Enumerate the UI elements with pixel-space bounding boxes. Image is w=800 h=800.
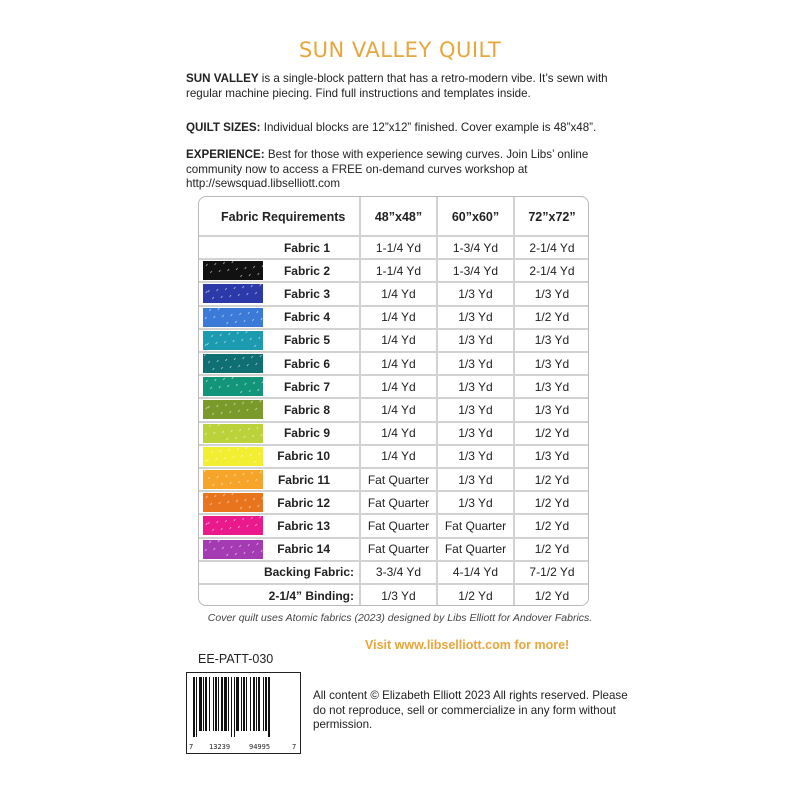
row-divider — [199, 374, 589, 376]
fabric-swatch — [203, 261, 263, 280]
yardage-cell: Fat Quarter — [444, 518, 507, 533]
row-divider — [199, 467, 589, 469]
yardage-cell: 1/3 Yd — [458, 310, 493, 325]
barcode-bar — [246, 677, 247, 731]
barcode-bar — [241, 677, 242, 731]
yardage-cell: 1/4 Yd — [381, 402, 416, 417]
yardage-cell: 1/2 Yd — [534, 310, 570, 325]
fabric-cell — [199, 375, 360, 398]
fabric-name: Fabric 3 — [283, 286, 330, 301]
fabric-name: Fabric 1 — [283, 240, 330, 255]
yardage-cell: 7-1/2 Yd — [529, 565, 575, 580]
yardage-cell: 1/3 Yd — [458, 286, 493, 301]
yardage-cell: 3-3/4 Yd — [375, 565, 422, 580]
yardage-cell: 1/2 Yd — [534, 518, 570, 533]
fabric-requirements-table — [198, 196, 589, 606]
barcode-bar — [215, 677, 217, 731]
table-row — [199, 306, 589, 329]
experience-paragraph — [186, 148, 626, 192]
table-row — [199, 422, 589, 445]
table-row — [199, 329, 589, 352]
row-divider — [199, 490, 589, 492]
fabric-swatch — [203, 331, 263, 350]
fabric-cell — [199, 422, 360, 445]
fabric-cell — [199, 514, 360, 537]
yardage-cell: 1/3 Yd — [458, 495, 493, 510]
fabric-name: Fabric 2 — [283, 263, 330, 278]
fabric-name: Fabric 7 — [283, 379, 330, 394]
page-title: SUN VALLEY QUILT — [298, 38, 502, 62]
yardage-cell: 1/3 Yd — [534, 379, 570, 394]
barcode — [186, 672, 301, 754]
fabric-swatch — [203, 308, 263, 327]
experience-bold: EXPERIENCE: — [186, 148, 265, 161]
yardage-cell: 1-3/4 Yd — [452, 240, 499, 255]
fabric-swatch — [203, 516, 263, 535]
yardage-cell: 1/2 Yd — [534, 542, 570, 557]
barcode-bar — [256, 677, 257, 731]
barcode-bar — [250, 677, 251, 731]
yardage-cell: 1/3 Yd — [458, 449, 493, 464]
barcode-bar — [253, 677, 255, 731]
yardage-cell: 1-3/4 Yd — [452, 263, 499, 278]
yardage-cell: 1/4 Yd — [381, 286, 416, 301]
fabric-name: Fabric 9 — [283, 426, 330, 441]
yardage-cell: 1-1/4 Yd — [375, 240, 422, 255]
barcode-bar — [231, 677, 232, 737]
row-divider — [199, 537, 589, 539]
cover-caption: Cover quilt uses Atomic fabrics (2023) designed by Libs Elliott for Andover Fabrics. — [207, 612, 593, 624]
barcode-bar — [268, 677, 270, 737]
yardage-cell: 1/3 Yd — [458, 402, 493, 417]
barcode-bar — [218, 677, 219, 731]
fabric-swatch — [203, 470, 263, 489]
fabric-swatch — [203, 354, 263, 373]
yardage-cell: 1/3 Yd — [534, 449, 570, 464]
sizes-paragraph — [186, 121, 626, 136]
fabric-cell — [199, 491, 360, 514]
yardage-cell: 1/4 Yd — [381, 333, 416, 348]
barcode-bar — [221, 677, 223, 731]
barcode-bar — [263, 677, 264, 731]
intro-bold: SUN VALLEY — [186, 72, 259, 85]
row-divider — [199, 351, 589, 353]
yardage-cell: Fat Quarter — [444, 542, 507, 557]
header-size-3: 72”x72” — [528, 209, 576, 224]
yardage-cell: 4-1/4 Yd — [452, 565, 499, 580]
fabric-swatch — [203, 424, 263, 443]
table-row — [199, 352, 589, 375]
barcode-bar — [209, 677, 210, 731]
fabric-cell — [199, 259, 360, 282]
summary-row — [199, 561, 589, 584]
barcode-bar — [258, 677, 260, 731]
fabric-cell — [199, 445, 360, 468]
yardage-cell: 1/4 Yd — [381, 426, 416, 441]
yardage-cell: 1/2 Yd — [534, 426, 570, 441]
fabric-name: Fabric 4 — [283, 310, 330, 325]
fabric-name: Fabric 11 — [277, 472, 330, 487]
table-row — [199, 236, 589, 259]
fabric-cell — [199, 329, 360, 352]
summary-row — [199, 584, 589, 606]
table-row — [199, 398, 589, 421]
fabric-name: Fabric 10 — [277, 449, 330, 464]
row-divider — [199, 281, 589, 283]
yardage-cell: 1/3 Yd — [534, 333, 570, 348]
row-divider — [199, 560, 589, 562]
yardage-cell: 1/3 Yd — [534, 402, 570, 417]
table-row — [199, 538, 589, 561]
summary-label: 2-1/4” Binding: — [268, 588, 354, 603]
row-divider — [199, 397, 589, 399]
barcode-bar — [243, 677, 245, 731]
header-size-2: 60”x60” — [451, 209, 500, 224]
row-divider — [199, 444, 589, 446]
barcode-bar — [193, 677, 195, 737]
yardage-cell: 1/3 Yd — [458, 379, 493, 394]
fabric-name: Fabric 14 — [277, 542, 330, 557]
fabric-cell — [199, 306, 360, 329]
table-row — [199, 375, 589, 398]
visit-website-link[interactable]: Visit www.libselliott.com for more! — [365, 638, 570, 652]
yardage-cell: 2-1/4 Yd — [529, 263, 575, 278]
barcode-bar — [228, 677, 229, 731]
yardage-cell: 1-1/4 Yd — [375, 263, 422, 278]
fabric-swatch — [203, 540, 263, 559]
yardage-cell: Fat Quarter — [367, 518, 430, 533]
fabric-cell — [199, 538, 360, 561]
header-fabric-requirements: Fabric Requirements — [221, 209, 346, 224]
header-size-1: 48”x48” — [374, 209, 423, 224]
fabric-name: Fabric 5 — [283, 333, 330, 348]
fabric-cell — [199, 398, 360, 421]
sizes-bold: QUILT SIZES: — [186, 121, 261, 134]
barcode-bar — [265, 677, 267, 731]
barcode-digit-1: 7 — [189, 743, 194, 751]
table-header-row — [199, 197, 589, 236]
fabric-swatch — [203, 400, 263, 419]
row-divider — [199, 421, 589, 423]
table-row — [199, 445, 589, 468]
barcode-digits-3: 94995 — [249, 743, 271, 751]
barcode-bar — [199, 677, 202, 731]
fabric-name: Fabric 6 — [283, 356, 330, 371]
yardage-cell: 1/3 Yd — [458, 472, 493, 487]
yardage-cell: 1/3 Yd — [458, 426, 493, 441]
yardage-cell: Fat Quarter — [367, 542, 430, 557]
barcode-digits-2: 13239 — [209, 743, 231, 751]
fabric-cell — [199, 468, 360, 491]
barcode-bar — [224, 677, 227, 731]
yardage-cell: 1/3 Yd — [458, 333, 493, 348]
barcode-digit-4: 7 — [292, 743, 297, 751]
barcode-bar — [236, 677, 239, 731]
row-divider — [199, 305, 589, 307]
fabric-name: Fabric 12 — [277, 495, 330, 510]
fabric-cell — [199, 352, 360, 375]
intro-paragraph — [186, 72, 626, 101]
row-divider — [199, 235, 589, 237]
yardage-cell: 1/4 Yd — [381, 449, 416, 464]
yardage-cell: 1/3 Yd — [458, 356, 493, 371]
fabric-cell — [199, 282, 360, 305]
yardage-cell: 1/4 Yd — [381, 356, 416, 371]
fabric-swatch — [203, 377, 263, 396]
table-row — [199, 514, 589, 537]
barcode-bars — [193, 677, 296, 737]
copyright-notice: All content © Elizabeth Elliott 2023 All rights reserved. Please do not reproduce, sell or commercialize in any form without permission. — [313, 689, 628, 731]
row-divider — [199, 328, 589, 330]
fabric-name: Fabric 13 — [277, 518, 330, 533]
yardage-cell: Fat Quarter — [367, 472, 430, 487]
yardage-cell: Fat Quarter — [367, 495, 430, 510]
fabric-swatch — [203, 447, 263, 466]
experience-text: Best for those with experience sewing curves. Join Libs’ online community now to access a FREE on-demand curves workshop at http://sewsquad.libselliott.com — [186, 148, 589, 190]
product-code: EE-PATT-030 — [198, 652, 274, 666]
yardage-cell: 1/4 Yd — [381, 379, 416, 394]
yardage-cell: 1/3 Yd — [381, 588, 416, 603]
yardage-cell: 1/2 Yd — [458, 588, 493, 603]
fabric-cell — [199, 236, 360, 259]
fabric-swatch — [203, 238, 263, 257]
yardage-cell: 1/4 Yd — [381, 310, 416, 325]
fabric-swatch — [203, 493, 263, 512]
yardage-cell: 1/2 Yd — [534, 495, 570, 510]
yardage-cell: 1/2 Yd — [534, 472, 570, 487]
table-row — [199, 491, 589, 514]
yardage-cell: 1/3 Yd — [534, 286, 570, 301]
yardage-cell: 2-1/4 Yd — [529, 240, 575, 255]
row-divider — [199, 583, 589, 585]
barcode-bar — [205, 677, 207, 731]
yardage-cell: 1/3 Yd — [534, 356, 570, 371]
intro-text: is a single-block pattern that has a retro-modern vibe. It’s sewn with regular machine piecing. Find full instructions and templates inside. — [186, 72, 608, 100]
sizes-text: Individual blocks are 12”x12” finished. Cover example is 48”x48”. — [260, 121, 597, 134]
fabric-swatch — [203, 284, 263, 303]
summary-label: Backing Fabric: — [263, 565, 354, 580]
barcode-bar — [234, 677, 235, 737]
row-divider — [199, 513, 589, 515]
row-divider — [199, 258, 589, 260]
table-row — [199, 468, 589, 491]
barcode-bar — [196, 677, 197, 737]
barcode-bar — [213, 677, 214, 731]
fabric-name: Fabric 8 — [283, 402, 330, 417]
barcode-bar — [203, 677, 204, 731]
table-row — [199, 282, 589, 305]
table-row — [199, 259, 589, 282]
yardage-cell: 1/2 Yd — [534, 588, 570, 603]
